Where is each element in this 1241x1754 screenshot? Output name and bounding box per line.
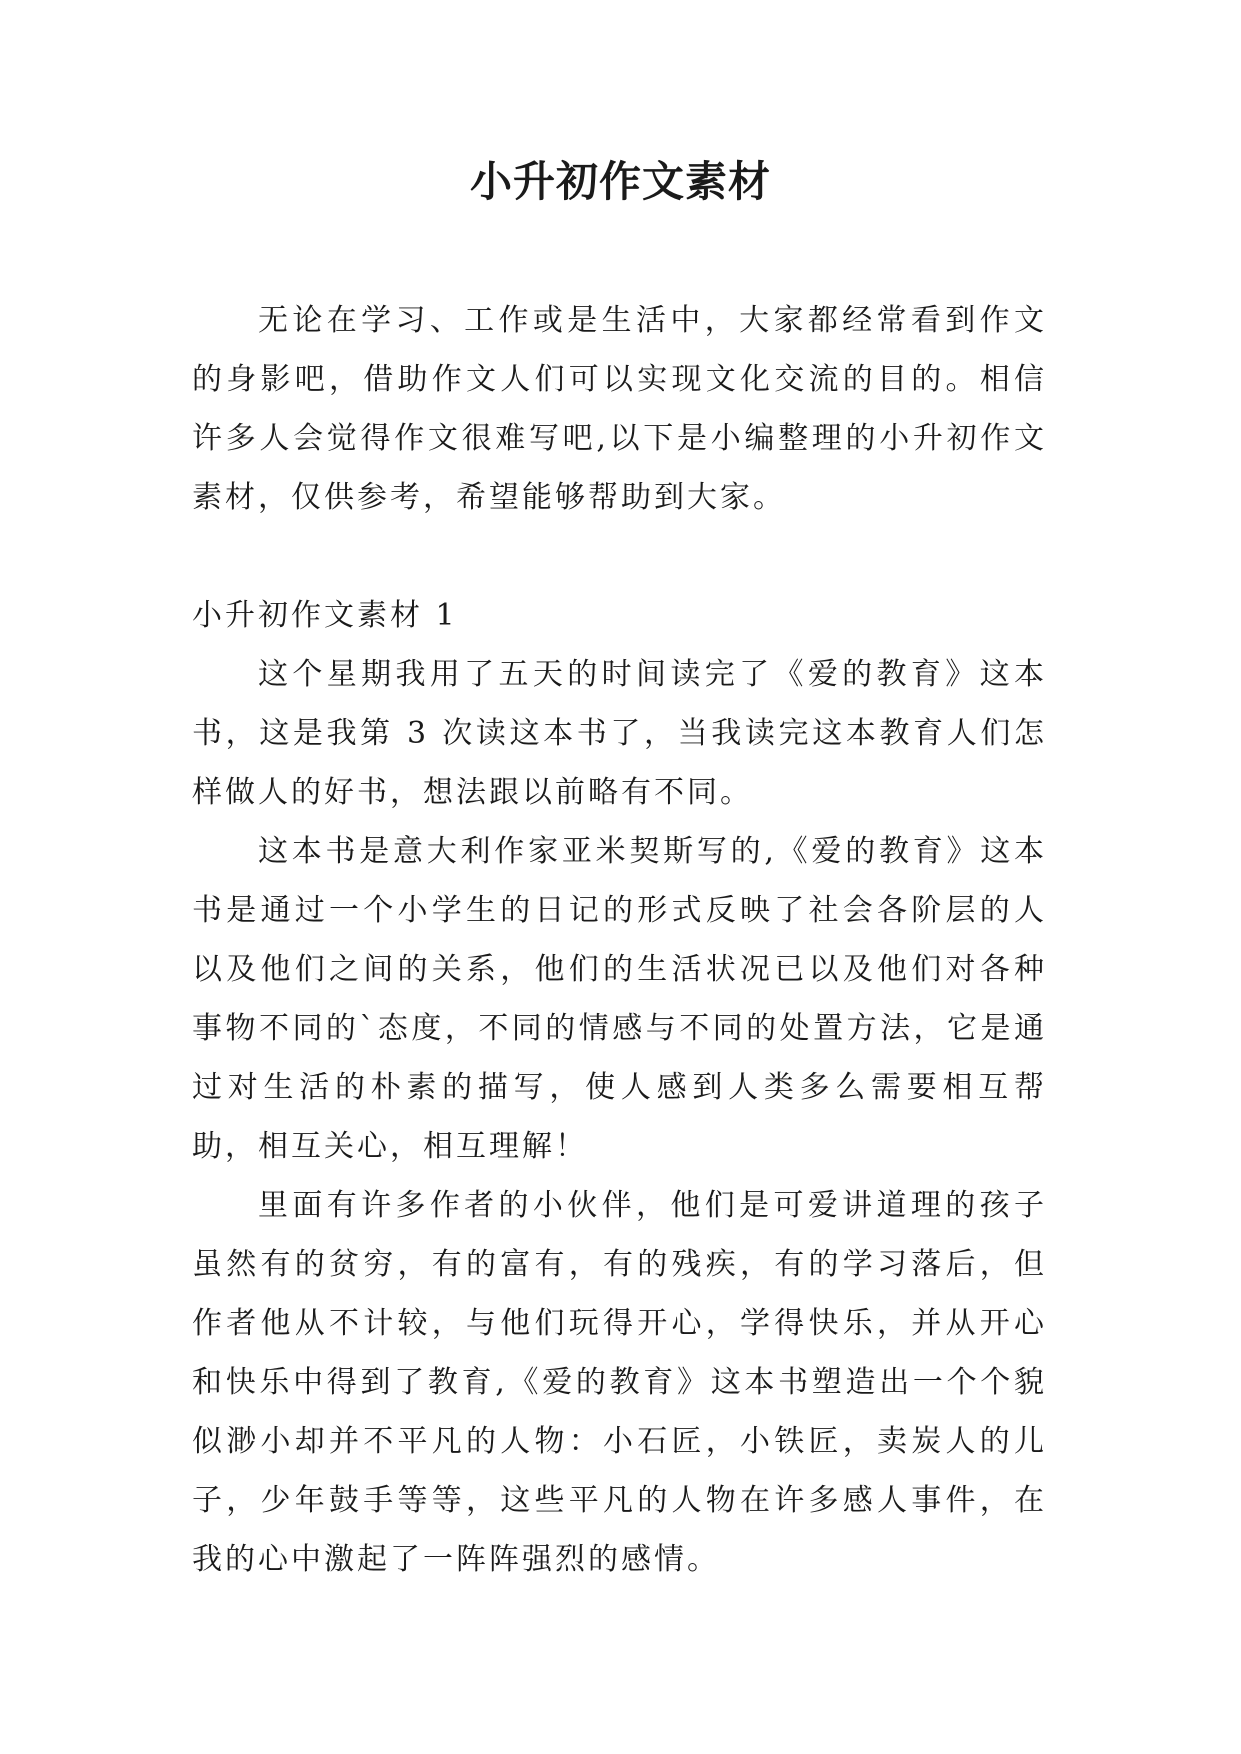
intro-paragraph: 无论在学习、工作或是生活中，大家都经常看到作文的身影吧，借助作文人们可以实现文化交流的目的。相信许多人会觉得作文很难写吧,以下是小编整理的小升初作文素材，仅供参考，希望能够帮助到大家。	[192, 303, 1047, 515]
section-paragraph-1: 这个星期我用了五天的时间读完了《爱的教育》这本书，这是我第 3 次读这本书了，当我读完这本教育人们怎样做人的好书，想法跟以前略有不同。	[192, 657, 1047, 810]
section-paragraph-3: 里面有许多作者的小伙伴，他们是可爱讲道理的孩子虽然有的贫穷，有的富有，有的残疾，有的学习落后，但作者他从不计较，与他们玩得开心，学得快乐，并从开心和快乐中得到了教育,《爱的教育》这本书塑造出一个个貌似渺小却并不平凡的人物：小石匠，小铁匠，卖炭人的儿子，少年鼓手等等，这些平凡的人物在许多感人事件，在我的心中激起了一阵阵强烈的感情。	[192, 1188, 1047, 1577]
document-body	[192, 291, 1047, 1589]
essay-section-1	[192, 586, 1047, 1589]
section-heading: 小升初作文素材 1	[192, 598, 458, 633]
section-paragraph-2: 这本书是意大利作家亚米契斯写的,《爱的教育》这本书是通过一个小学生的日记的形式反映了社会各阶层的人以及他们之间的关系，他们的生活状况已以及他们对各种事物不同的`态度，不同的情感与不同的处置方法，它是通过对生活的朴素的描写，使人感到人类多么需要相互帮助，相互关心，相互理解！	[192, 834, 1047, 1164]
document-title: 小升初作文素材	[469, 157, 771, 206]
